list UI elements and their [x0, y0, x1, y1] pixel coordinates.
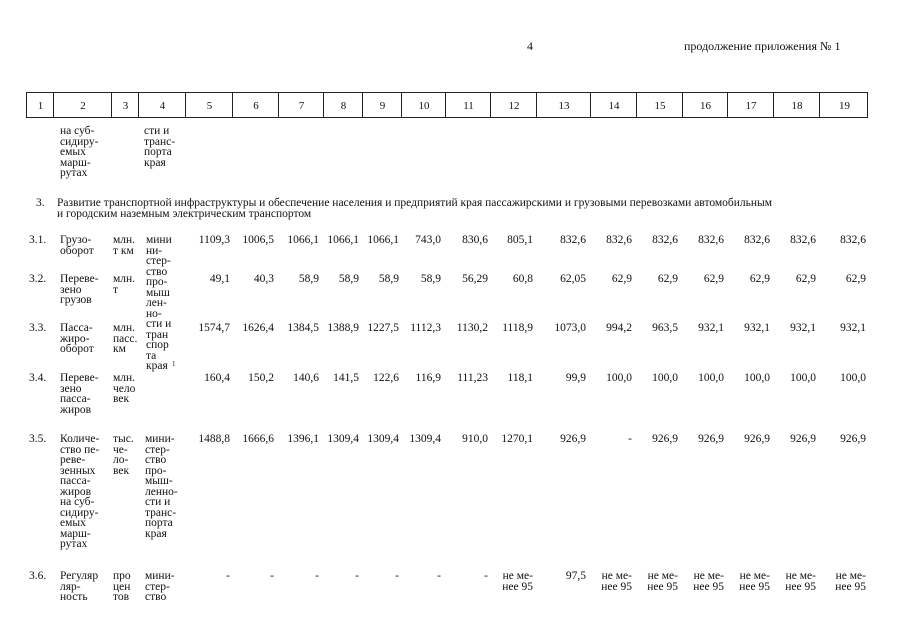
- row-unit: про цен тов: [113, 570, 131, 603]
- row-value: 97,5: [565, 570, 586, 582]
- row-value: 150,2: [248, 372, 274, 384]
- column-header-15: 15: [654, 100, 666, 112]
- column-header-12: 12: [508, 100, 520, 112]
- row-value: -: [395, 570, 399, 582]
- row-value: 926,9: [698, 433, 724, 445]
- row-value: 160,4: [204, 372, 230, 384]
- row-value: 832,6: [560, 234, 586, 246]
- row-value: 58,9: [298, 273, 319, 285]
- row-value: 1488,8: [198, 433, 230, 445]
- row-indicator: Регуляр ляр- ность: [60, 570, 99, 603]
- row-number: 3.1.: [29, 234, 47, 246]
- row-value: 140,6: [293, 372, 319, 384]
- row-value: 963,5: [652, 322, 678, 334]
- row-value: 62,9: [611, 273, 632, 285]
- row-indicator: Грузо- оборот: [60, 234, 94, 257]
- row-unit: млн. пасс. км: [113, 322, 138, 355]
- row-value: 926,9: [790, 433, 816, 445]
- footnote-mark: 1: [172, 360, 176, 368]
- row-unit: млн. чело век: [113, 372, 136, 405]
- column-header-14: 14: [608, 100, 620, 112]
- row-value: 1626,4: [242, 322, 274, 334]
- row-value: 1073,0: [554, 322, 586, 334]
- row-value: 62,9: [657, 273, 678, 285]
- row-value: 1384,5: [287, 322, 319, 334]
- section-title-line1: Развитие транспортной инфраструктуры и обеспечение населения и предприятий края пассажирскими и грузовыми перевозками автомобильным: [57, 197, 773, 209]
- row-executor: мини- стер- ство про- мыш- ленно- сти и транс- порта края: [145, 433, 178, 540]
- row-number: 3.3.: [29, 322, 47, 334]
- row-value: 100,0: [840, 372, 866, 384]
- row-number: 3.4.: [29, 372, 47, 384]
- row-value: 62,9: [795, 273, 816, 285]
- row-value: 994,2: [606, 322, 632, 334]
- row-indicator: Пасса- жиро- оборот: [60, 322, 94, 355]
- column-header-11: 11: [463, 100, 474, 112]
- row-value: 100,0: [606, 372, 632, 384]
- row-indicator: Количе- ство пе- реве- зенных пасса- жиров на суб- сидиру- емых марш- рутах: [60, 433, 100, 550]
- row-value: 141,5: [333, 372, 359, 384]
- column-header-10: 10: [418, 100, 430, 112]
- row-value: 926,9: [744, 433, 770, 445]
- column-header-16: 16: [700, 100, 711, 112]
- row-value: не ме- нее 95: [601, 570, 632, 593]
- row-value: 832,6: [744, 234, 770, 246]
- row-value: 1118,9: [502, 322, 533, 334]
- row-value: 99,9: [565, 372, 586, 384]
- row-value: 1066,1: [287, 234, 319, 246]
- row-value: 1112,3: [410, 322, 441, 334]
- row-value: 40,3: [253, 273, 274, 285]
- row-executor: мини- стер- ство: [145, 570, 175, 603]
- row-value: 743,0: [415, 234, 441, 246]
- row-value: 116,9: [415, 372, 441, 384]
- row-value: 926,9: [560, 433, 586, 445]
- row-value: не ме- нее 95: [502, 570, 533, 593]
- row-value: 932,1: [790, 322, 816, 334]
- column-header-18: 18: [791, 100, 803, 112]
- executor-shared: мини ни- стер- ство про- мыш лен- но- сти и тран спор та края: [146, 234, 172, 372]
- carry-over-executor: сти и транс- порта края: [144, 125, 176, 169]
- row-value: 832,6: [606, 234, 632, 246]
- row-indicator: Переве- зено пасса- жиров: [60, 372, 99, 416]
- row-value: 926,9: [652, 433, 678, 445]
- row-number: 3.2.: [29, 273, 47, 285]
- row-value: не ме- нее 95: [739, 570, 770, 593]
- row-value: 122,6: [373, 372, 399, 384]
- row-value: 100,0: [744, 372, 770, 384]
- row-value: 1109,3: [198, 234, 230, 246]
- row-value: -: [226, 570, 230, 582]
- row-value: 111,23: [457, 372, 488, 384]
- column-header-6: 6: [253, 100, 259, 112]
- row-value: 1396,1: [287, 433, 319, 445]
- row-value: 60,8: [512, 273, 533, 285]
- row-value: 1130,2: [456, 322, 488, 334]
- row-value: 1309,4: [367, 433, 399, 445]
- row-value: 58,9: [338, 273, 359, 285]
- row-value: 49,1: [209, 273, 230, 285]
- row-value: 832,6: [790, 234, 816, 246]
- column-header-3: 3: [122, 100, 129, 112]
- row-value: -: [628, 433, 632, 445]
- row-value: 1309,4: [327, 433, 359, 445]
- column-header-9: 9: [379, 100, 386, 112]
- row-value: 62,9: [845, 273, 866, 285]
- row-value: 56,29: [462, 273, 488, 285]
- row-value: 1006,5: [242, 234, 274, 246]
- row-value: 830,6: [462, 234, 488, 246]
- row-value: 58,9: [378, 273, 399, 285]
- row-value: не ме- нее 95: [693, 570, 724, 593]
- row-value: 926,9: [840, 433, 866, 445]
- row-unit: млн. т км: [113, 234, 136, 257]
- column-header-4: 4: [159, 100, 166, 112]
- row-unit: тыс. че- ло- век: [113, 433, 134, 477]
- row-value: 832,6: [840, 234, 866, 246]
- row-value: 910,0: [462, 433, 488, 445]
- row-indicator: Переве- зено грузов: [60, 273, 99, 306]
- row-value: -: [315, 570, 319, 582]
- column-header-13: 13: [558, 100, 570, 112]
- row-value: 118,1: [507, 372, 533, 384]
- row-value: 1270,1: [501, 433, 533, 445]
- column-header-19: 19: [839, 100, 850, 112]
- row-value: 1066,1: [327, 234, 359, 246]
- row-value: 832,6: [652, 234, 678, 246]
- row-number: 3.6.: [29, 570, 47, 582]
- row-value: не ме- нее 95: [785, 570, 816, 593]
- row-value: 932,1: [840, 322, 866, 334]
- table-header: [26, 92, 868, 118]
- row-value: -: [355, 570, 359, 582]
- row-unit: млн. т: [113, 273, 136, 296]
- row-value: 932,1: [744, 322, 770, 334]
- row-value: -: [437, 570, 441, 582]
- row-value: 805,1: [507, 234, 533, 246]
- row-value: 62,9: [749, 273, 770, 285]
- row-value: 100,0: [698, 372, 724, 384]
- row-value: 1066,1: [367, 234, 399, 246]
- row-value: 932,1: [698, 322, 724, 334]
- column-header-2: 2: [80, 100, 86, 112]
- column-header-7: 7: [298, 100, 305, 112]
- row-value: 1666,6: [242, 433, 274, 445]
- section-number: 3.: [36, 197, 45, 209]
- row-value: 1309,4: [409, 433, 441, 445]
- column-header-8: 8: [340, 100, 347, 112]
- section-title-line2: и городским наземным электрическим транспортом: [57, 208, 312, 220]
- row-value: 58,9: [420, 273, 441, 285]
- continuation-label: продолжение приложения № 1: [684, 39, 841, 53]
- row-value: не ме- нее 95: [647, 570, 678, 593]
- row-value: 62,9: [703, 273, 724, 285]
- column-header-5: 5: [206, 100, 213, 112]
- row-value: 1388,9: [327, 322, 359, 334]
- row-value: -: [484, 570, 488, 582]
- row-number: 3.5.: [29, 433, 47, 445]
- row-value: 100,0: [790, 372, 816, 384]
- carry-over-indicator: на суб- сидиру- емых марш- рутах: [60, 125, 99, 179]
- column-header-17: 17: [745, 100, 757, 112]
- row-value: 832,6: [698, 234, 724, 246]
- row-value: 62,05: [560, 273, 586, 285]
- row-value: -: [270, 570, 274, 582]
- row-value: 1227,5: [367, 322, 399, 334]
- row-value: 100,0: [652, 372, 678, 384]
- row-value: 1574,7: [198, 322, 230, 334]
- page-number: 4: [527, 39, 533, 53]
- column-header-1: 1: [37, 100, 44, 112]
- row-value: не ме- нее 95: [835, 570, 866, 593]
